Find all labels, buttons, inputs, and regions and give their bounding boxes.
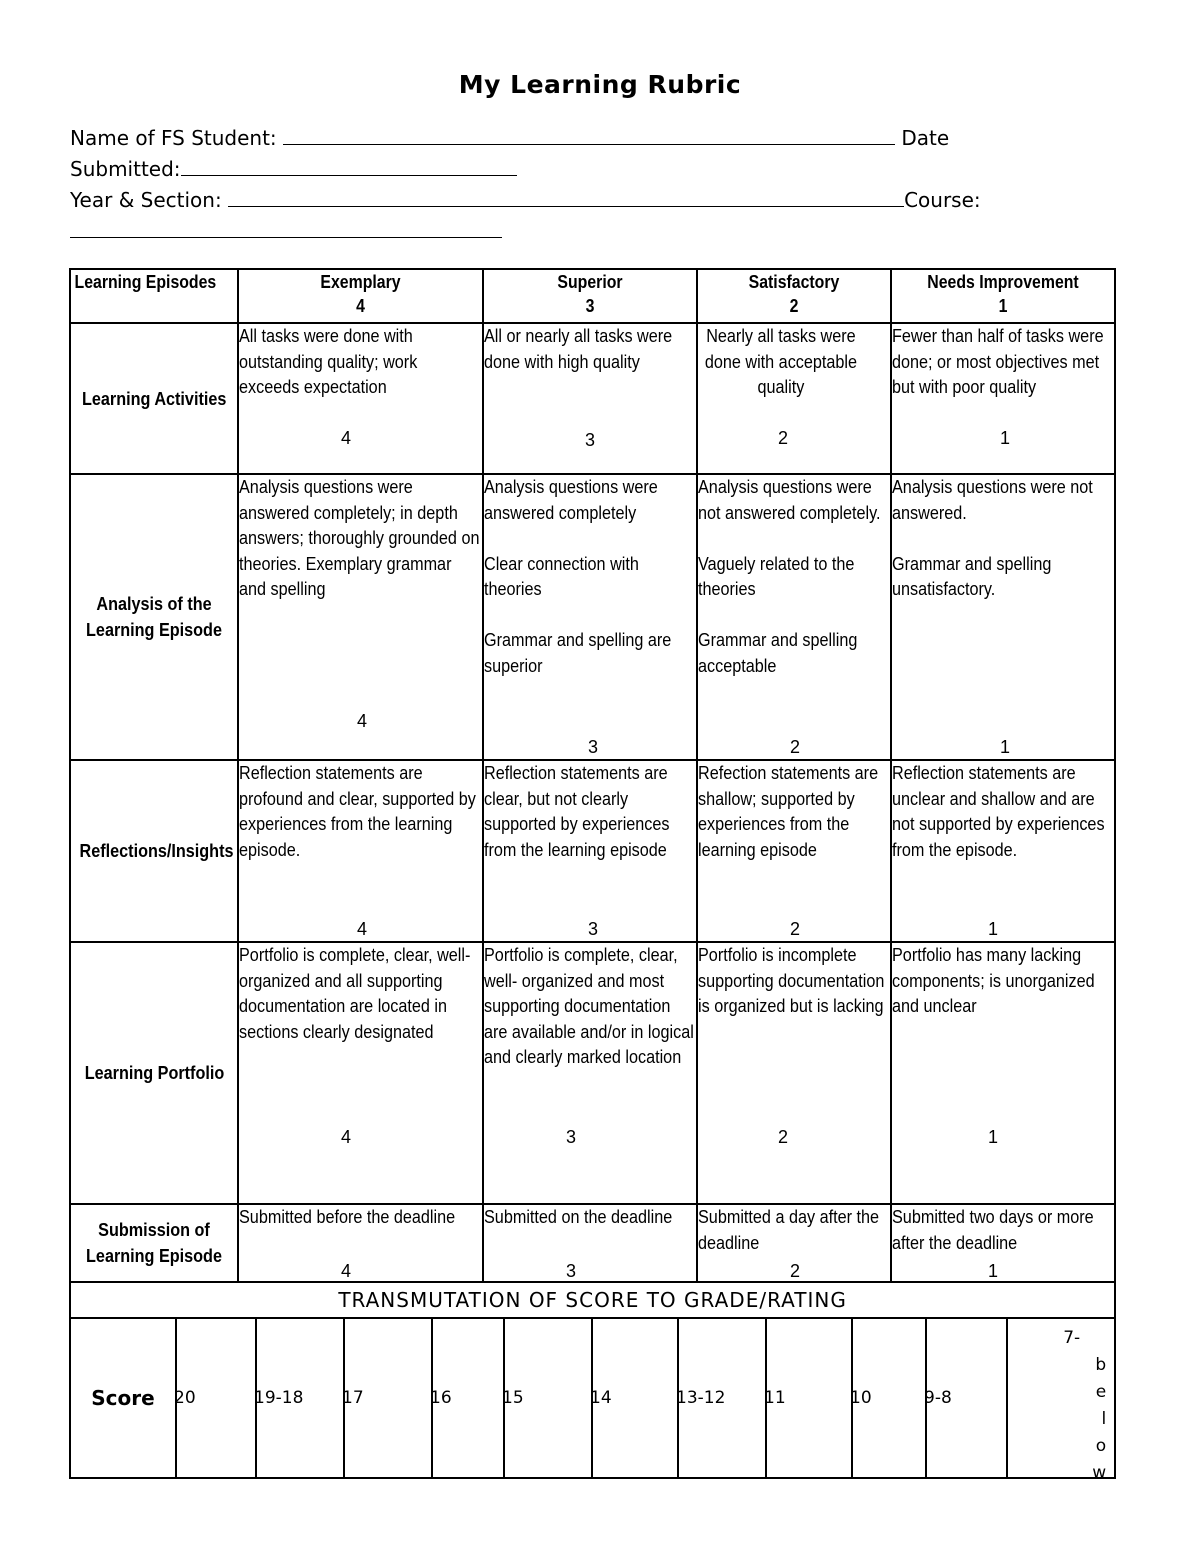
- rubric-cell: Submitted before the deadline 4: [238, 1204, 483, 1282]
- score-last-char: l: [1101, 1409, 1107, 1429]
- header-episodes: Learning Episodes: [70, 269, 238, 323]
- rubric-cell: Refection statements are shallow; supported by experiences from the learning episode 2: [697, 760, 891, 942]
- date-field[interactable]: [181, 153, 517, 176]
- rubric-cell: All or nearly all tasks were done with high quality 3: [483, 323, 697, 474]
- rubric-cell: Analysis questions were answered completely; in depth answers; thoroughly grounded on theories. Exemplary grammar and spelling 4: [238, 474, 483, 760]
- student-info: [70, 122, 1130, 246]
- table-row: [70, 942, 1115, 1204]
- header-row: [70, 269, 1115, 323]
- course-field[interactable]: [70, 215, 502, 238]
- table-row: [70, 760, 1115, 942]
- header-satisfactory: Satisfactory 2: [697, 269, 891, 323]
- score-last-char: w: [1092, 1463, 1107, 1483]
- rubric-cell: Nearly all tasks were done with acceptable quality 2: [697, 323, 891, 474]
- score-label: Score: [70, 1318, 176, 1478]
- table-row: [70, 474, 1115, 760]
- score-cell-last: [1007, 1318, 1115, 1483]
- score-cell: 11: [766, 1318, 852, 1478]
- header-superior: Superior 3: [483, 269, 697, 323]
- row-header: Learning Portfolio: [70, 942, 238, 1204]
- score-cell: 19-18: [256, 1318, 344, 1478]
- row-header: Analysis of the Learning Episode: [70, 474, 238, 760]
- rubric-cell: Fewer than half of tasks were done; or most objectives met but with poor quality 1: [891, 323, 1115, 474]
- score-last-char: e: [1095, 1382, 1107, 1402]
- page-title: My Learning Rubric: [458, 70, 742, 99]
- year-section-label: Year & Section:: [70, 188, 222, 212]
- rubric-cell: Analysis questions were not answered completely. Vaguely related to the theories Grammar and spelling acceptable 2: [697, 474, 891, 760]
- transmutation-table: [69, 1281, 1116, 1483]
- score-cell: 16: [432, 1318, 504, 1478]
- header-exemplary: Exemplary 4: [238, 269, 483, 323]
- date-label: Date: [901, 126, 950, 150]
- year-section-field[interactable]: [228, 184, 904, 207]
- score-cell: 20: [176, 1318, 256, 1478]
- rubric-cell: Portfolio is incomplete supporting documentation is organized but is lacking 2: [697, 942, 891, 1204]
- header-needs-improvement: Needs Improvement 1: [891, 269, 1115, 323]
- course-label: Course:: [904, 188, 981, 212]
- rubric-cell: Analysis questions were answered completely Clear connection with theories Grammar and spelling are superior 3: [483, 474, 697, 760]
- rubric-cell: Submitted two days or more after the deadline 1: [891, 1204, 1115, 1282]
- rubric-cell: Reflection statements are unclear and shallow and are not supported by experiences from the episode. 1: [891, 760, 1115, 942]
- score-last-char: 7-: [1063, 1328, 1081, 1348]
- rubric-cell: Submitted on the deadline 3: [483, 1204, 697, 1282]
- score-last-value: [1046, 1325, 1106, 1487]
- table-row: [70, 323, 1115, 474]
- score-last-char: o: [1095, 1436, 1107, 1456]
- rubric-cell: Portfolio has many lacking components; is unorganized and unclear 1: [891, 942, 1115, 1204]
- rubric-cell: Portfolio is complete, clear, well- organized and all supporting documentation are located in sections clearly designated 4: [238, 942, 483, 1204]
- rubric-cell: Reflection statements are profound and clear, supported by experiences from the learning episode. 4: [238, 760, 483, 942]
- score-cell: 13-12: [678, 1318, 766, 1478]
- rubric-cell: Analysis questions were not answered. Grammar and spelling unsatisfactory. 1: [891, 474, 1115, 760]
- score-cell: 14: [592, 1318, 678, 1478]
- score-cell: 9-8: [926, 1318, 1007, 1478]
- transmutation-title: TRANSMUTATION OF SCORE TO GRADE/RATING: [70, 1282, 1115, 1318]
- table-row: [70, 1204, 1115, 1282]
- submitted-label: Submitted:: [70, 157, 181, 181]
- score-cell: 17: [344, 1318, 432, 1478]
- name-field[interactable]: [283, 122, 895, 145]
- name-label: Name of FS Student:: [70, 126, 277, 150]
- row-header: Submission of Learning Episode: [70, 1204, 238, 1282]
- rubric-cell: Portfolio is complete, clear, well- organized and most supporting documentation are available and/or in logical and clearly marked location 3: [483, 942, 697, 1204]
- row-header: Reflections/Insights: [70, 760, 238, 942]
- score-last-char: b: [1095, 1355, 1107, 1375]
- rubric-table: [69, 268, 1116, 1283]
- row-header: Learning Activities: [70, 323, 238, 474]
- score-cell: 10: [852, 1318, 926, 1478]
- rubric-cell: Reflection statements are clear, but not clearly supported by experiences from the learning episode 3: [483, 760, 697, 942]
- rubric-cell: All tasks were done with outstanding quality; work exceeds expectation 4: [238, 323, 483, 474]
- score-cell: 15: [504, 1318, 592, 1478]
- rubric-cell: Submitted a day after the deadline 2: [697, 1204, 891, 1282]
